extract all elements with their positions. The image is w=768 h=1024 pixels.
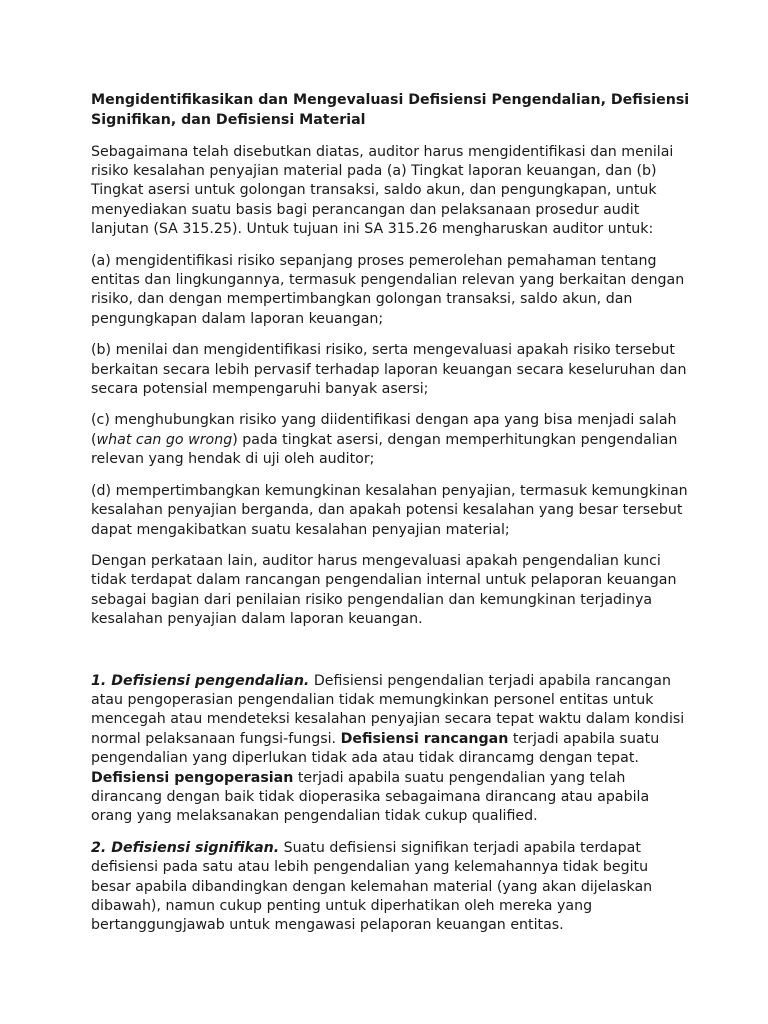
section-spacer	[91, 642, 691, 672]
definition-1-heading: 1. Defisiensi pengendalian.	[91, 672, 310, 689]
item-c-text-pre: (c) menghubungkan risiko yang diidentifikasi dengan apa yang bisa menjadi salah (	[91, 412, 677, 448]
document-title: Mengidentifikasikan dan Mengevaluasi Defisiensi Pengendalian, Defisiensi Signifikan, dan Defisiensi Material	[91, 92, 690, 128]
definition-1-text-1: Defisiensi pengendalian terjadi apabila rancangan atau pengoperasian pengendalian tidak memungkinkan personel entitas untuk mencegah atau mendeteksi kesalahan penyajian secara tepat waktu dalam kondisi normal pelaksanaan fungsi-fungsi.	[91, 672, 685, 747]
definition-1-paragraph	[91, 672, 691, 827]
item-d-paragraph: (d) mempertimbangkan kemungkinan kesalahan penyajian, termasuk kemungkinan kesalahan penyajian berganda, dan apakah potensi kesalahan yang besar tersebut dapat mengakibatkan suatu kesalahan penyajian material;	[91, 482, 688, 538]
definition-2-heading: 2. Defisiensi signifikan.	[91, 839, 280, 856]
document-body	[91, 91, 691, 948]
definition-2-paragraph	[91, 839, 691, 936]
definition-1-term-rancangan: Defisiensi rancangan	[340, 730, 509, 747]
definition-1-text-3: terjadi apabila suatu pengendalian yang telah dirancang dengan baik tidak dioperasika sebagaimana dirancang atau apabila orang yang melaksanakan pengendalian tidak cukup qualified.	[91, 769, 650, 825]
definition-1-term-pengoperasian: Defisiensi pengoperasian	[91, 769, 294, 786]
definition-2-text-1: Suatu defisiensi signifikan terjadi apabila terdapat defisiensi pada satu atau lebih pengendalian yang kelemahannya tidak begitu besar apabila dibandingkan dengan kelemahan material (yang akan dijelaskan dibawah), namun cukup penting untuk diperhatikan oleh mereka yang bertanggungjawab untuk mengawasi pelaporan keuangan entitas.	[91, 839, 653, 934]
item-a-paragraph: (a) mengidentifikasi risiko sepanjang proses pemerolehan pemahaman tentang entitas dan lingkungannya, termasuk pengendalian relevan yang berkaitan dengan risiko, dan dengan mempertimbangkan golongan transaksi, saldo akun, dan pengungkapan dalam laporan keuangan;	[91, 252, 685, 327]
item-b-paragraph: (b) menilai dan mengidentifikasi risiko, serta mengevaluasi apakah risiko tersebut berkaitan secara lebih pervasif terhadap laporan keuangan secara keseluruhan dan secara potensial mempengaruhi banyak asersi;	[91, 342, 687, 398]
item-c-paragraph	[91, 411, 691, 469]
item-c-text-post: ) pada tingkat asersi, dengan memperhitungkan pengendalian relevan yang hendak di uji oleh auditor;	[91, 431, 678, 468]
summary-paragraph: Dengan perkataan lain, auditor harus mengevaluasi apakah pengendalian kunci tidak terdapat dalam rancangan pengendalian internal untuk pelaporan keuangan sebagai bagian dari penilaian risiko pengendalian dan kemungkinan terjadinya kesalahan penyajian dalam laporan keuangan.	[91, 552, 677, 628]
definition-1-text-2: terjadi apabila suatu pengendalian yang diperlukan tidak ada atau tidak dirancamg dengan tepat.	[91, 730, 660, 767]
intro-paragraph: Sebagaimana telah disebutkan diatas, auditor harus mengidentifikasi dan menilai risiko kesalahan penyajian material pada (a) Tingkat laporan keuangan, dan (b) Tingkat asersi untuk golongan transaksi, saldo akun, dan pengungkapan, untuk menyediakan suatu basis bagi perancangan dan pelaksanaan prosedur audit lanjutan (SA 315.25). Untuk tujuan ini SA 315.26 mengharuskan auditor untuk:	[91, 143, 674, 238]
item-c-emphasis: what can go wrong	[96, 431, 233, 448]
